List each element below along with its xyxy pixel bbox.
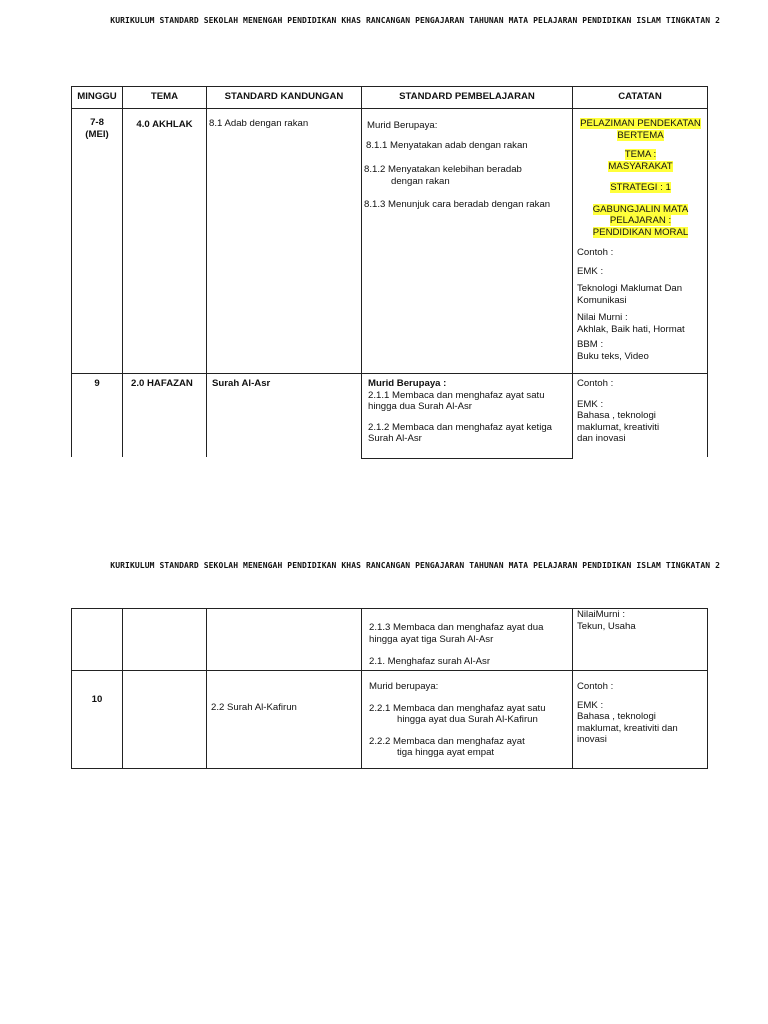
learning-item: hingga ayat tiga Surah Al-Asr	[369, 633, 494, 645]
table-border-right	[707, 608, 708, 769]
highlight-text: PELAJARAN :	[609, 215, 672, 226]
table-column-divider	[572, 86, 573, 459]
notes-cell	[577, 609, 707, 632]
week-cell: 9	[94, 378, 100, 389]
strategy-note	[574, 182, 707, 194]
highlight-text: PELAZIMAN PENDEKATAN	[580, 118, 701, 129]
learning-item: 2.2.1 Membaca dan menghafaz ayat satu	[369, 702, 546, 714]
table-header-divider	[71, 108, 708, 109]
learning-item: 2.2.2 Membaca dan menghafaz ayat	[369, 735, 525, 747]
highlight-text: BERTEMA	[617, 129, 664, 141]
emk-value: dan inovasi	[577, 433, 626, 444]
bbm-value: Buku teks, Video	[577, 350, 649, 362]
learning-item: tiga hingga ayat empat	[397, 747, 495, 758]
learning-intro: Murid Berupaya :	[368, 378, 447, 389]
example-label: Contoh :	[577, 681, 614, 692]
example-label: Contoh :	[577, 247, 614, 258]
header-line: KURIKULUM STANDARD SEKOLAH MENENGAH PENDIDIKAN KHAS	[110, 16, 362, 25]
table-border-top	[71, 86, 708, 87]
learning-item: dengan rakan	[391, 175, 450, 187]
notes-cell	[577, 681, 707, 746]
table-border-left	[71, 608, 72, 769]
table-row-divider	[71, 373, 708, 374]
highlight-text: MASYARAKAT	[608, 160, 673, 172]
emk-value: Bahasa , teknologi	[577, 410, 656, 421]
week-number: 7-8	[90, 117, 104, 128]
bbm-label: BBM :	[577, 339, 604, 350]
values-label: NilaiMurni :	[577, 609, 625, 620]
table-column-divider	[572, 608, 573, 769]
content-standard-cell: 2.2 Surah Al-Kafirun	[211, 702, 297, 713]
approach-note	[574, 118, 707, 141]
header-line: KURIKULUM STANDARD SEKOLAH MENENGAH PENDIDIKAN KHAS	[110, 561, 362, 570]
learning-item: hingga dua Surah Al-Asr	[368, 401, 472, 412]
theme-cell: 4.0 AKHLAK	[136, 119, 193, 130]
emk-value: Bahasa , teknologi	[577, 711, 656, 722]
table-cell-bottom	[361, 458, 572, 459]
learning-standard-cell	[369, 622, 570, 668]
highlight-text: STRATEGI : 1	[610, 182, 671, 193]
values-label: Nilai Murni :	[577, 312, 628, 323]
learning-item: 2.1. Menghafaz surah Al-Asr	[369, 656, 491, 667]
content-standard-cell: Surah Al-Asr	[212, 378, 271, 389]
week-month: (MEI)	[85, 128, 109, 140]
table-border-right	[707, 86, 708, 457]
header-line: RANCANGAN PENGAJARAN TAHUNAN	[365, 561, 504, 570]
emk-value: maklumat, kreativiti	[577, 421, 660, 433]
header-line: RANCANGAN PENGAJARAN TAHUNAN	[365, 16, 504, 25]
page-section-1	[0, 0, 768, 470]
header-line: MATA PELAJARAN PENDIDIKAN ISLAM	[508, 561, 661, 570]
values-value: Akhlak, Baik hati, Hormat	[577, 323, 685, 335]
emk-value: inovasi	[577, 734, 607, 745]
table-column-divider	[206, 608, 207, 769]
integration-note	[574, 204, 707, 239]
highlight-text: GABUNGJALIN MATA	[592, 203, 689, 215]
learning-standard-cell	[369, 681, 570, 759]
highlight-text: PENDIDIKAN MORAL	[592, 226, 689, 238]
week-cell	[72, 117, 122, 140]
learning-item: 2.1.2 Membaca dan menghafaz ayat ketiga	[368, 421, 552, 433]
emk-value: Teknologi Maklumat Dan	[577, 283, 683, 294]
learning-item: 8.1.2 Menyatakan kelebihan beradab	[364, 164, 522, 175]
learning-item: 2.1.3 Membaca dan menghafaz ayat dua	[369, 622, 544, 633]
table-border-bottom	[71, 768, 708, 769]
document-header	[110, 560, 720, 573]
table-border-left	[71, 86, 72, 457]
learning-item: hingga ayat dua Surah Al-Kafirun	[397, 714, 538, 725]
learning-item: 2.1.1 Membaca dan menghafaz ayat satu	[368, 389, 545, 401]
table-row-divider	[71, 670, 708, 671]
week-cell: 10	[91, 694, 103, 705]
header-line: TINGKATAN 2	[665, 561, 720, 570]
table-column-divider	[361, 608, 362, 769]
emk-value: Komunikasi	[577, 294, 627, 306]
table-column-divider	[122, 608, 123, 769]
column-header-minggu: MINGGU	[77, 91, 117, 102]
notes-cell	[574, 118, 707, 362]
learning-item: 8.1.3 Menunjuk cara beradab dengan rakan	[364, 199, 551, 210]
learning-standard-cell	[368, 378, 570, 445]
example-label: Contoh :	[577, 378, 614, 389]
column-header-standard-pembelajaran: STANDARD PEMBELAJARAN	[399, 91, 535, 102]
document-header	[110, 15, 720, 28]
column-header-catatan: CATATAN	[618, 91, 662, 102]
learning-item: Surah Al-Asr	[368, 433, 422, 444]
theme-note	[574, 149, 707, 172]
learning-intro: Murid Berupaya:	[367, 120, 438, 131]
content-standard-cell: 8.1 Adab dengan rakan	[209, 118, 309, 129]
table-column-divider	[206, 86, 207, 457]
emk-value: maklumat, kreativiti dan	[577, 722, 678, 734]
notes-cell	[577, 378, 707, 445]
learning-item: 8.1.1 Menyatakan adab dengan rakan	[366, 139, 528, 151]
table-column-divider	[361, 86, 362, 459]
emk-label: EMK :	[577, 699, 604, 711]
column-header-tema: TEMA	[150, 91, 179, 102]
theme-cell: 2.0 HAFAZAN	[131, 378, 193, 389]
learning-intro: Murid berupaya:	[369, 681, 439, 692]
learning-standard-cell	[364, 120, 570, 211]
page-section-2	[0, 556, 768, 786]
header-line: MATA PELAJARAN PENDIDIKAN ISLAM	[508, 16, 661, 25]
highlight-text: TEMA :	[624, 149, 657, 160]
column-header-standard-kandungan: STANDARD KANDUNGAN	[224, 91, 344, 102]
values-value: Tekun, Usaha	[577, 620, 636, 632]
emk-label: EMK :	[577, 398, 604, 410]
table-column-divider	[122, 86, 123, 457]
header-line: TINGKATAN 2	[665, 16, 720, 25]
emk-label: EMK :	[577, 265, 604, 277]
